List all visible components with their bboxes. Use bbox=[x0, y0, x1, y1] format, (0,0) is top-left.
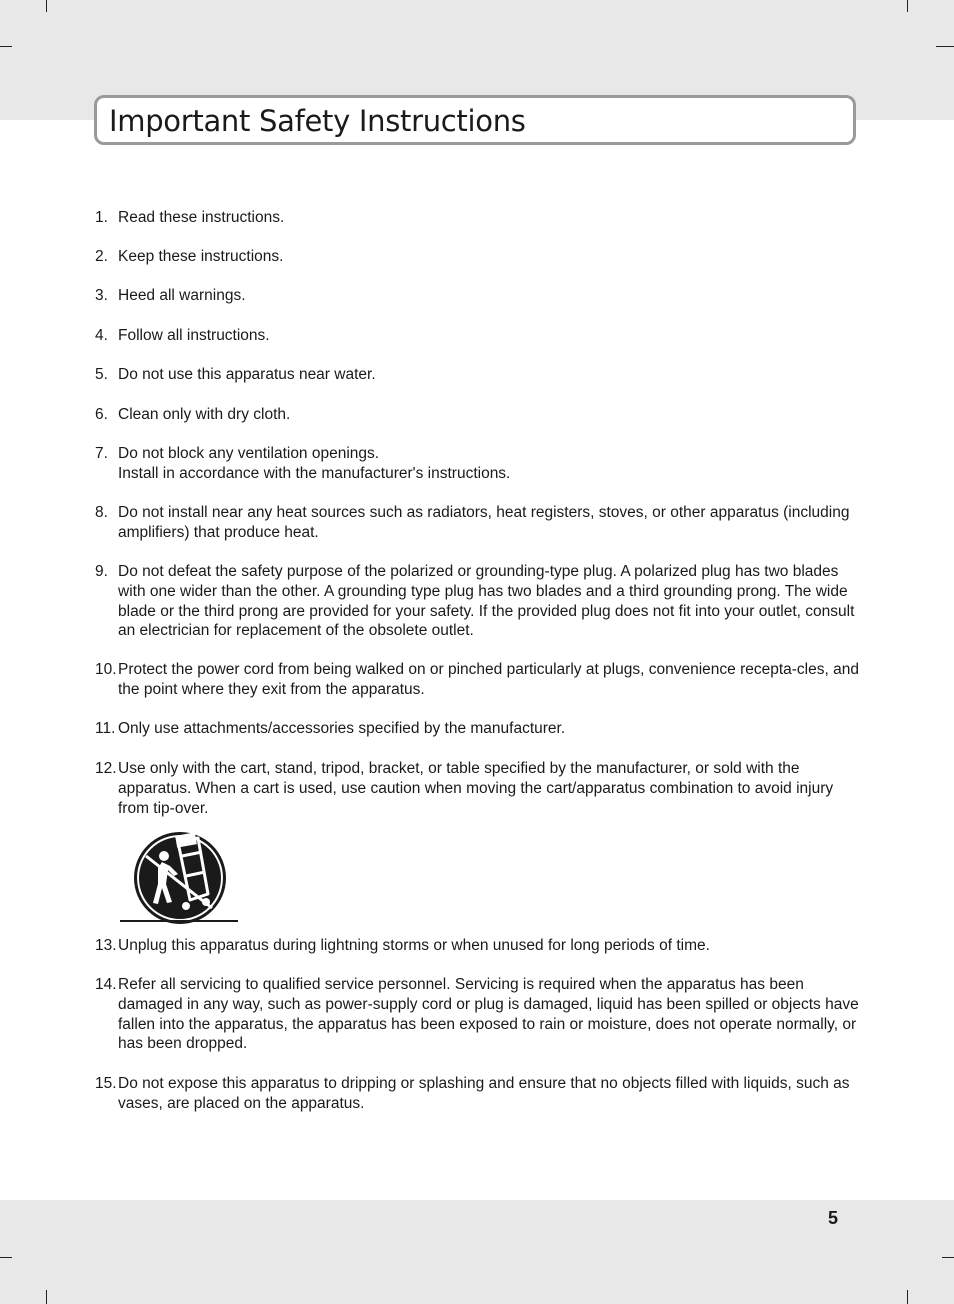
item-text: Heed all warnings. bbox=[118, 287, 246, 304]
list-item bbox=[95, 975, 865, 1054]
page-number: 5 bbox=[828, 1208, 839, 1228]
item-number: 10. bbox=[95, 661, 117, 678]
crop-mark bbox=[907, 1290, 908, 1304]
crop-mark bbox=[942, 1257, 954, 1258]
crop-mark bbox=[46, 1290, 47, 1304]
list-item bbox=[95, 326, 865, 346]
item-number: 9. bbox=[95, 563, 108, 580]
item-number: 4. bbox=[95, 327, 108, 344]
list-item bbox=[95, 405, 865, 425]
list-item bbox=[95, 759, 865, 818]
page-title: Important Safety Instructions bbox=[109, 104, 526, 138]
item-text: Follow all instructions. bbox=[118, 327, 270, 344]
item-number: 8. bbox=[95, 504, 108, 521]
item-text: Use only with the cart, stand, tripod, bracket, or table specified by the manufacturer, or sold with the apparatus. When a cart is used, use caution when moving the cart/apparatus combination to avoid injury from tip-over. bbox=[118, 760, 834, 817]
list-item bbox=[95, 444, 865, 484]
item-text: Do not use this apparatus near water. bbox=[118, 366, 376, 383]
item-number: 1. bbox=[95, 209, 108, 226]
crop-mark bbox=[0, 1257, 12, 1258]
item-text: Protect the power cord from being walked on or pinched particularly at plugs, convenience recepta-cles, and the point where they exit from the apparatus. bbox=[118, 661, 859, 698]
list-item bbox=[95, 660, 865, 700]
item-text: Do not block any ventilation openings. bbox=[118, 445, 380, 462]
item-text: Read these instructions. bbox=[118, 209, 285, 226]
crop-mark bbox=[0, 46, 12, 47]
item-text: Do not expose this apparatus to dripping or splashing and ensure that no objects filled with liquids, such as vases, are placed on the apparatus. bbox=[118, 1075, 850, 1112]
item-text: Keep these instructions. bbox=[118, 248, 284, 265]
cart-tipover-warning-icon bbox=[120, 826, 238, 924]
list-item bbox=[95, 1074, 865, 1114]
item-text: Only use attachments/accessories specified by the manufacturer. bbox=[118, 720, 566, 737]
list-item bbox=[95, 208, 865, 228]
item-number: 14. bbox=[95, 976, 117, 993]
list-item bbox=[95, 936, 865, 956]
title-box bbox=[94, 95, 856, 145]
item-number: 5. bbox=[95, 366, 108, 383]
item-text-line2: Install in accordance with the manufacturer's instructions. bbox=[118, 464, 511, 482]
list-item bbox=[95, 719, 865, 739]
crop-mark bbox=[936, 46, 954, 47]
item-text: Do not defeat the safety purpose of the polarized or grounding-type plug. A polarized plug has two blades with one wider than the other. A grounding type plug has two blades and a third grounding prong. The wide blade or the third prong are provided for your safety. If the provided plug does not fit into your outlet, consult an electrician for replacement of the obsolete outlet. bbox=[118, 563, 855, 640]
list-item bbox=[95, 365, 865, 385]
item-number: 2. bbox=[95, 248, 108, 265]
footer-band bbox=[0, 1200, 954, 1304]
item-number: 7. bbox=[95, 445, 108, 462]
item-number: 3. bbox=[95, 287, 108, 304]
item-number: 13. bbox=[95, 937, 117, 954]
item-text: Refer all servicing to qualified service personnel. Servicing is required when the apparatus has been damaged in any way, such as power-supply cord or plug is damaged, liquid has been spilled or objects have fallen into the apparatus, the apparatus has been exposed to rain or moisture, does not operate normally, or has been dropped. bbox=[118, 976, 859, 1053]
list-item bbox=[95, 286, 865, 306]
item-text: Unplug this apparatus during lightning storms or when unused for long periods of time. bbox=[118, 937, 710, 954]
item-text: Clean only with dry cloth. bbox=[118, 406, 291, 423]
item-number: 11. bbox=[95, 720, 116, 737]
item-number: 15. bbox=[95, 1075, 117, 1092]
list-item bbox=[95, 562, 865, 641]
list-item bbox=[95, 247, 865, 267]
item-text: Do not install near any heat sources such as radiators, heat registers, stoves, or other apparatus (including amplifiers) that produce heat. bbox=[118, 504, 850, 541]
crop-mark bbox=[907, 0, 908, 12]
list-item bbox=[95, 503, 865, 543]
item-number: 6. bbox=[95, 406, 108, 423]
item-number: 12. bbox=[95, 760, 117, 777]
crop-mark bbox=[46, 0, 47, 12]
